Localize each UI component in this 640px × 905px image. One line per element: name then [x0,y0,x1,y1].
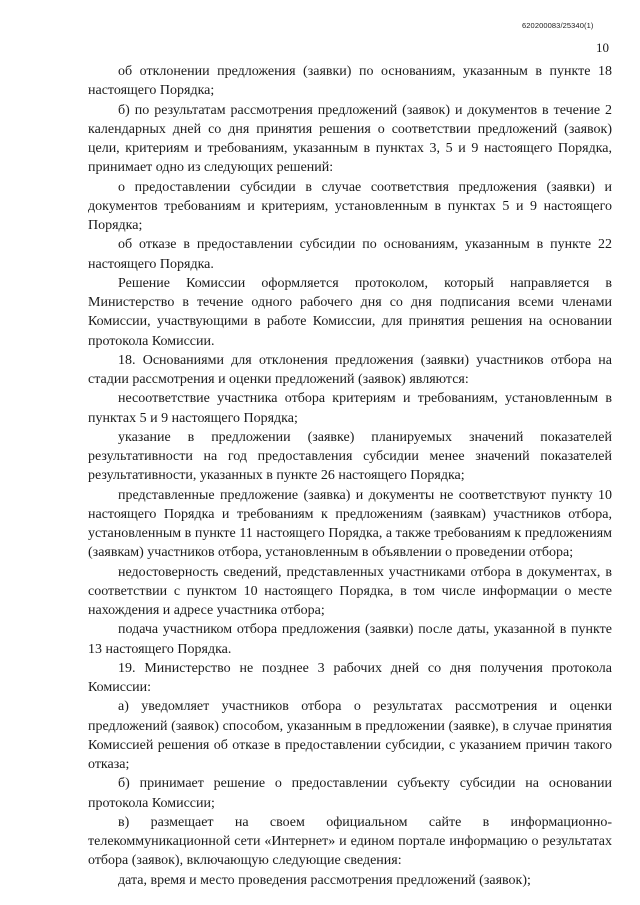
paragraph: б) принимает решение о предоставлении субъекту субсидии на основании протокола Комиссии; [88,776,612,811]
paragraph: в) размещает на своем официальном сайте в информационно-телекоммуникационной сети «Интернет» и едином портале информацию о результатах отбора (заявок), включающую следующие сведения: [88,814,612,869]
paragraph: несоответствие участника отбора критериям и требованиям, установленным в пунктах 5 и 9 настоящего Порядка; [88,391,612,426]
paragraph: об отказе в предоставлении субсидии по основаниям, указанным в пункте 22 настоящего Порядка. [88,237,612,272]
paragraph: указание в предложении (заявке) планируемых значений показателей результативности на год предоставления субсидии менее значений показателей результативности, указанных в пункте 26 настоящего Порядка; [88,429,612,484]
paragraph: а) уведомляет участников отбора о результатах рассмотрения и оценки предложений (заявок) способом, указанным в предложении (заявке), в случае принятия Комиссией решения об отказе в предоставлении субсидии, с указанием причин такого отказа; [88,699,612,772]
paragraph: 19. Министерство не позднее 3 рабочих дней со дня получения протокола Комиссии: [88,660,612,695]
document-code: 620200083/25340(1) [522,21,594,30]
paragraph: о предоставлении субсидии в случае соответствия предложения (заявки) и документов требованиям и критериям, установленным в пунктах 5 и 9 настоящего Порядка; [88,179,612,233]
paragraph: подача участником отбора предложения (заявки) после даты, указанной в пункте 13 настоящего Порядка. [88,622,612,657]
paragraph: дата, время и место проведения рассмотрения предложений (заявок); [118,872,531,888]
paragraph: недостоверность сведений, представленных участниками отбора в документах, в соответствии с пунктом 10 настоящего Порядка, в том числе информации о месте нахождения и адресе участника отбора; [88,564,612,618]
document-body [88,62,612,890]
paragraph: Решение Комиссии оформляется протоколом, который направляется в Министерство в течение одного рабочего дня со дня подписания всеми членами Комиссии, участвующими в работе Комиссии, для принятия решения на основании протокола Комиссии. [88,275,612,349]
paragraph: б) по результатам рассмотрения предложений (заявок) и документов в течение 2 календарных дней со дня принятия решения о соответствии предложений (заявок) цели, критериям и требованиям, указанным в пунктах 3, 5 и 9 настоящего Порядка, принимает одно из следующих решений: [88,102,612,176]
paragraph: об отклонении предложения (заявки) по основаниям, указанным в пункте 18 настоящего Порядка; [88,64,612,99]
paragraph: представленные предложение (заявка) и документы не соответствуют пункту 10 настоящего Порядка и требованиям к предложениям (заявкам) участников отбора, установленным в пункте 11 настоящего Порядка, а также требованиям к предложениям (заявкам) участников отбора, установленным в объявлении о проведении отбора; [88,487,612,561]
page-number: 10 [596,40,609,55]
paragraph: 18. Основаниями для отклонения предложения (заявки) участников отбора на стадии рассмотрения и оценки предложений (заявок) являются: [88,352,612,387]
